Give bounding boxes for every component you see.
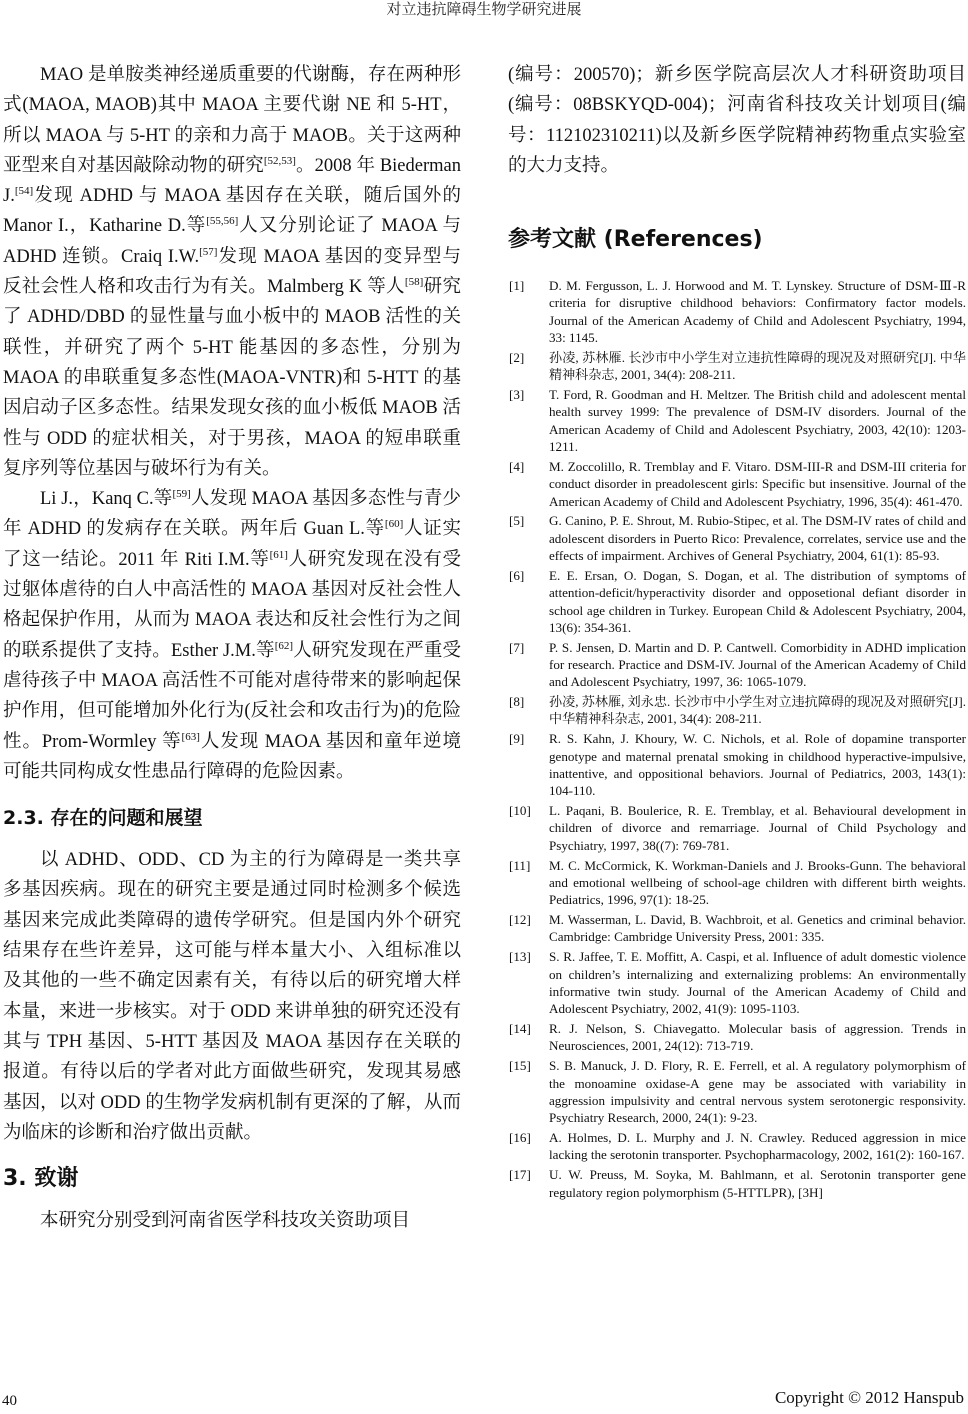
reference-text: R. S. Kahn, J. Khoury, W. C. Nichols, et al. Role of dopamine transporter genotype and maternal prenatal smoking in childhood hyperactive-impulsive, inattentive, and oppositional behaviors. Journal of Pediatrics, 2003, 143(1): 104-110. — [549, 731, 966, 799]
reference-text: S. B. Manuck, J. D. Flory, R. E. Ferrell, et al. A regulatory polymorphism of the monoamine oxidase-A gene may be associated with variability in aggression impulsivity and central nervous system serotonergic responsivity. Psychiatry Research, 2000, 24(1): 9-23. — [549, 1058, 966, 1126]
paragraph-maoa-intro: MAO 是单胺类神经递质重要的代谢酶，存在两种形式(MAOA, MAOB)其中 MAOA 主要代谢 NE 和 5-HT，所以 MAOA 与 5-HT 的亲和力高于 MAOB。关于这两种亚型来自对基因敲除动物的研究[52,53]。2008 年 Biederman J.[54]发现 ADHD 与 MAOA 基因存在关联，随后国外的 Manor I.，Katharine D.等[55,56]人又分别论证了 MAOA 与 ADHD 连锁。Craiq I.W.[57]发现 MAOA 基因的变异型与反社会性人格和攻击行为有关。Malmberg K 等人[58]研究了 ADHD/DBD 的显性量与血小板中的 MAOB 活性的关联性，并研究了两个 5-HT 能基因的多态性，分别为 MAOA 的串联重复多态性(MAOA-VNTR)和 5-HTT 的基因启动子区多态性。结果发现女孩的血小板低 MAOB 活性与 ODD 的症状相关，对于男孩，MAOA 的短串联重复序列等位基因与破坏行为有关。 — [3, 65, 461, 479]
reference-text: R. J. Nelson, S. Chiavegatto. Molecular basis of aggression. Trends in Neurosciences, 2001, 24(12): 713-719. — [549, 1021, 966, 1054]
references-heading: 参考文献 (References) — [508, 227, 763, 253]
reference-item — [508, 349, 966, 384]
reference-number: [17] — [509, 1167, 531, 1183]
paragraph-problems-outlook: 以 ADHD、ODD、CD 为主的行为障碍是一类共享多基因疾病。现在的研究主要是通过同时检测多个候选基因来完成此类障碍的遗传学研究。但是国内外个研究结果存在些许差异，这可能与样本量大小、入组标准以及其他的一些不确定因素有关，有待以后的研究增大样本量，来进一步核实。对于 ODD 来讲单独的研究还没有其与 TPH 基因、5-HTT 基因及 MAOA 基因存在关联的报道。有待以后的学者对此方面做些研究，发现其易感基因，以对 ODD 的生物学发病机制有更深的了解，从而为临床的诊断和治疗做出贡献。 — [3, 850, 461, 1143]
reference-number: [1] — [509, 278, 525, 294]
reference-number: [4] — [509, 458, 525, 474]
reference-text: T. Ford, R. Goodman and H. Meltzer. The British child and adolescent mental health survey 1999: The prevalence of DSM-IV disorders. Journal of the American Academy of Child and Adolescent Psychiatry, 2003, 42(10): 1203-1211. — [549, 387, 966, 455]
reference-item — [508, 386, 966, 455]
reference-number: [11] — [509, 857, 531, 873]
citation[interactable]: [61] — [269, 548, 288, 561]
reference-item — [508, 911, 966, 946]
reference-number: [5] — [509, 513, 525, 529]
reference-text: L. Paqani, B. Boulerice, R. E. Tremblay, et al. Behavioural development in children of divorce and remarriage. Journal of Child Psychology and Psychiatry, 1997, 38((7): 769-781. — [549, 803, 966, 853]
reference-text: A. Holmes, D. L. Murphy and J. N. Crawley. Reduced aggression in mice lacking the serotonin transporter. Psychopharmacology, 2002, 161(2): 160-167. — [549, 1130, 966, 1163]
reference-text: M. Wasserman, L. David, B. Wachbroit, et al. Genetics and criminal behavior. Cambridge: Cambridge University Press, 2001: 335. — [549, 912, 966, 945]
citation[interactable]: [58] — [404, 276, 424, 289]
reference-number: [8] — [509, 694, 525, 710]
reference-item — [508, 730, 966, 799]
reference-number: [7] — [509, 639, 525, 655]
citation[interactable]: [63] — [181, 730, 200, 743]
citation[interactable]: [52,53] — [263, 154, 296, 167]
page-number: 40 — [2, 1393, 17, 1409]
citation[interactable]: [57] — [199, 245, 218, 258]
reference-item — [508, 948, 966, 1017]
running-header: 对立违抗障碍生物学研究进展 — [386, 2, 582, 18]
reference-item — [508, 512, 966, 564]
reference-item — [508, 639, 966, 691]
reference-number: [12] — [509, 912, 531, 928]
citation[interactable]: [54] — [14, 185, 34, 198]
reference-list — [508, 277, 966, 1201]
left-column — [3, 60, 461, 1236]
reference-number: [9] — [509, 731, 525, 747]
right-column — [508, 60, 966, 1203]
reference-text: M. C. McCormick, K. Workman-Daniels and J. Brooks-Gunn. The behavioral and emotional wellbeing of school-age children with different birth weights. Pediatrics, 1996, 97(1): 18-25. — [549, 857, 966, 908]
reference-item — [508, 802, 966, 854]
citation[interactable]: [59] — [172, 488, 191, 501]
reference-text: U. W. Preuss, M. Soyka, M. Bahlmann, et al. Serotonin transporter gene regulatory region polymorphism (5-HTTLPR), [3H] — [549, 1167, 966, 1200]
reference-number: [10] — [509, 803, 531, 819]
reference-item — [508, 567, 966, 636]
reference-number: [3] — [509, 387, 525, 403]
paragraph-maoa-studies: Li J.，Kanq C.等[59]人发现 MAOA 基因多态性与青少年 ADHD 的发病存在关联。两年后 Guan L.等[60]人证实了这一结论。2011 年 Riti I.M.等[61]人研究发现在没有受过躯体虐待的白人中高活性的 MAOA 基因对反社会性人格起保护作用，从而为 MAOA 表达和反社会性行为之间的联系提供了支持。Esther J.M.等[62]人研究发现在严重受虐待孩子中 MAOA 高活性不可能对虐待带来的影响起保护作用，但可能增加外化行为(反社会和攻击行为)的危险性。Prom-Wormley 等[63]人发现 MAOA 基因和童年逆境可能共同构成女性患品行障碍的危险因素。 — [3, 488, 461, 782]
reference-text: S. R. Jaffee, T. E. Moffitt, A. Caspi, et al. Influence of adult domestic violence on children’s internalizing and externalizing problems: An environmentally informative twin study. Journal of the American Academy of Child and Adolescent Psychiatry, 2002, 41(9): 1095-1103. — [549, 949, 966, 1017]
reference-number: [2] — [509, 349, 525, 365]
paragraph-acknowledgement-cont: (编号：200570)；新乡医学院高层次人才科研资助项目(编号：08BSKYQD-004)；河南省科技攻关计划项目(编号：112102310211)以及新乡医学院精神药物重点实验室的大力支持。 — [508, 65, 966, 176]
reference-number: [15] — [509, 1058, 531, 1074]
reference-number: [16] — [509, 1130, 531, 1146]
reference-item — [508, 1129, 966, 1164]
reference-item — [508, 1057, 966, 1126]
reference-text: M. Zoccolillo, R. Tremblay and F. Vitaro. DSM-III-R and DSM-III criteria for conduct disorder in preadolescent girls: Specific but insensitive. Journal of the American Academy of Child and Adolescent Psychiatry, 1996, 35(4): 461-470. — [549, 458, 966, 509]
citation[interactable]: [60] — [384, 518, 404, 531]
reference-item — [508, 1166, 966, 1201]
reference-text: G. Canino, P. E. Shrout, M. Rubio-Stipec, et al. The DSM-IV rates of child and adolescent disorders in Puerto Rico: Prevalence, correlates, service use and the effects of impairment. Archives of General Psychiatry, 2004, 61(1): 85-93. — [549, 513, 966, 564]
reference-number: [14] — [509, 1021, 531, 1037]
reference-item — [508, 857, 966, 909]
reference-item — [508, 277, 966, 346]
reference-text: P. S. Jensen, D. Martin and D. P. Cantwell. Comorbidity in ADHD implication for research. Practice and DSM-IV. Journal of the American Academy of Child and Adolescent Psychiatry, 1997, 36: 1065-1079. — [549, 639, 966, 690]
reference-text: 孙凌, 苏林雁. 长沙市中小学生对立违抗性障碍的现况及对照研究[J]. 中华精神科杂志, 2001, 34(4): 208-211. — [549, 349, 966, 383]
reference-text: D. M. Fergusson, L. J. Horwood and M. T. Lynskey. Structure of DSM-Ⅲ-R criteria for disruptive childhood behaviors: Confirmatory factor models. Journal of the American Academy of Child and Adolescent Psychiatry, 1994, 33: 1145. — [549, 278, 966, 346]
section-heading-3: 3. 致谢 — [3, 1166, 79, 1192]
reference-number: [13] — [509, 949, 531, 965]
section-heading-2-3: 2.3. 存在的问题和展望 — [3, 807, 203, 830]
reference-item — [508, 458, 966, 510]
reference-item — [508, 693, 966, 728]
citation[interactable]: [62] — [274, 639, 294, 652]
reference-text: E. E. Ersan, O. Dogan, S. Dogan, et al. The distribution of symptoms of attention-deficit/hyperactivity disorder and opposetional defiant disorder in school age children in Turkey. European Child & Adolescent Psychiatry, 2004, 13(6): 354-361. — [549, 567, 966, 635]
reference-number: [6] — [509, 567, 525, 583]
paragraph-acknowledgement-start: 本研究分别受到河南省医学科技攻关资助项目 — [40, 1211, 411, 1232]
reference-text: 孙凌, 苏林雁, 刘永忠. 长沙市中小学生对立违抗障碍的现况及对照研究[J]. 中华精神科杂志, 2001, 34(4): 208-211. — [549, 694, 966, 727]
citation[interactable]: [55,56] — [206, 215, 239, 228]
reference-item — [508, 1020, 966, 1055]
copyright-notice: Copyright © 2012 Hanspub — [774, 1388, 964, 1407]
